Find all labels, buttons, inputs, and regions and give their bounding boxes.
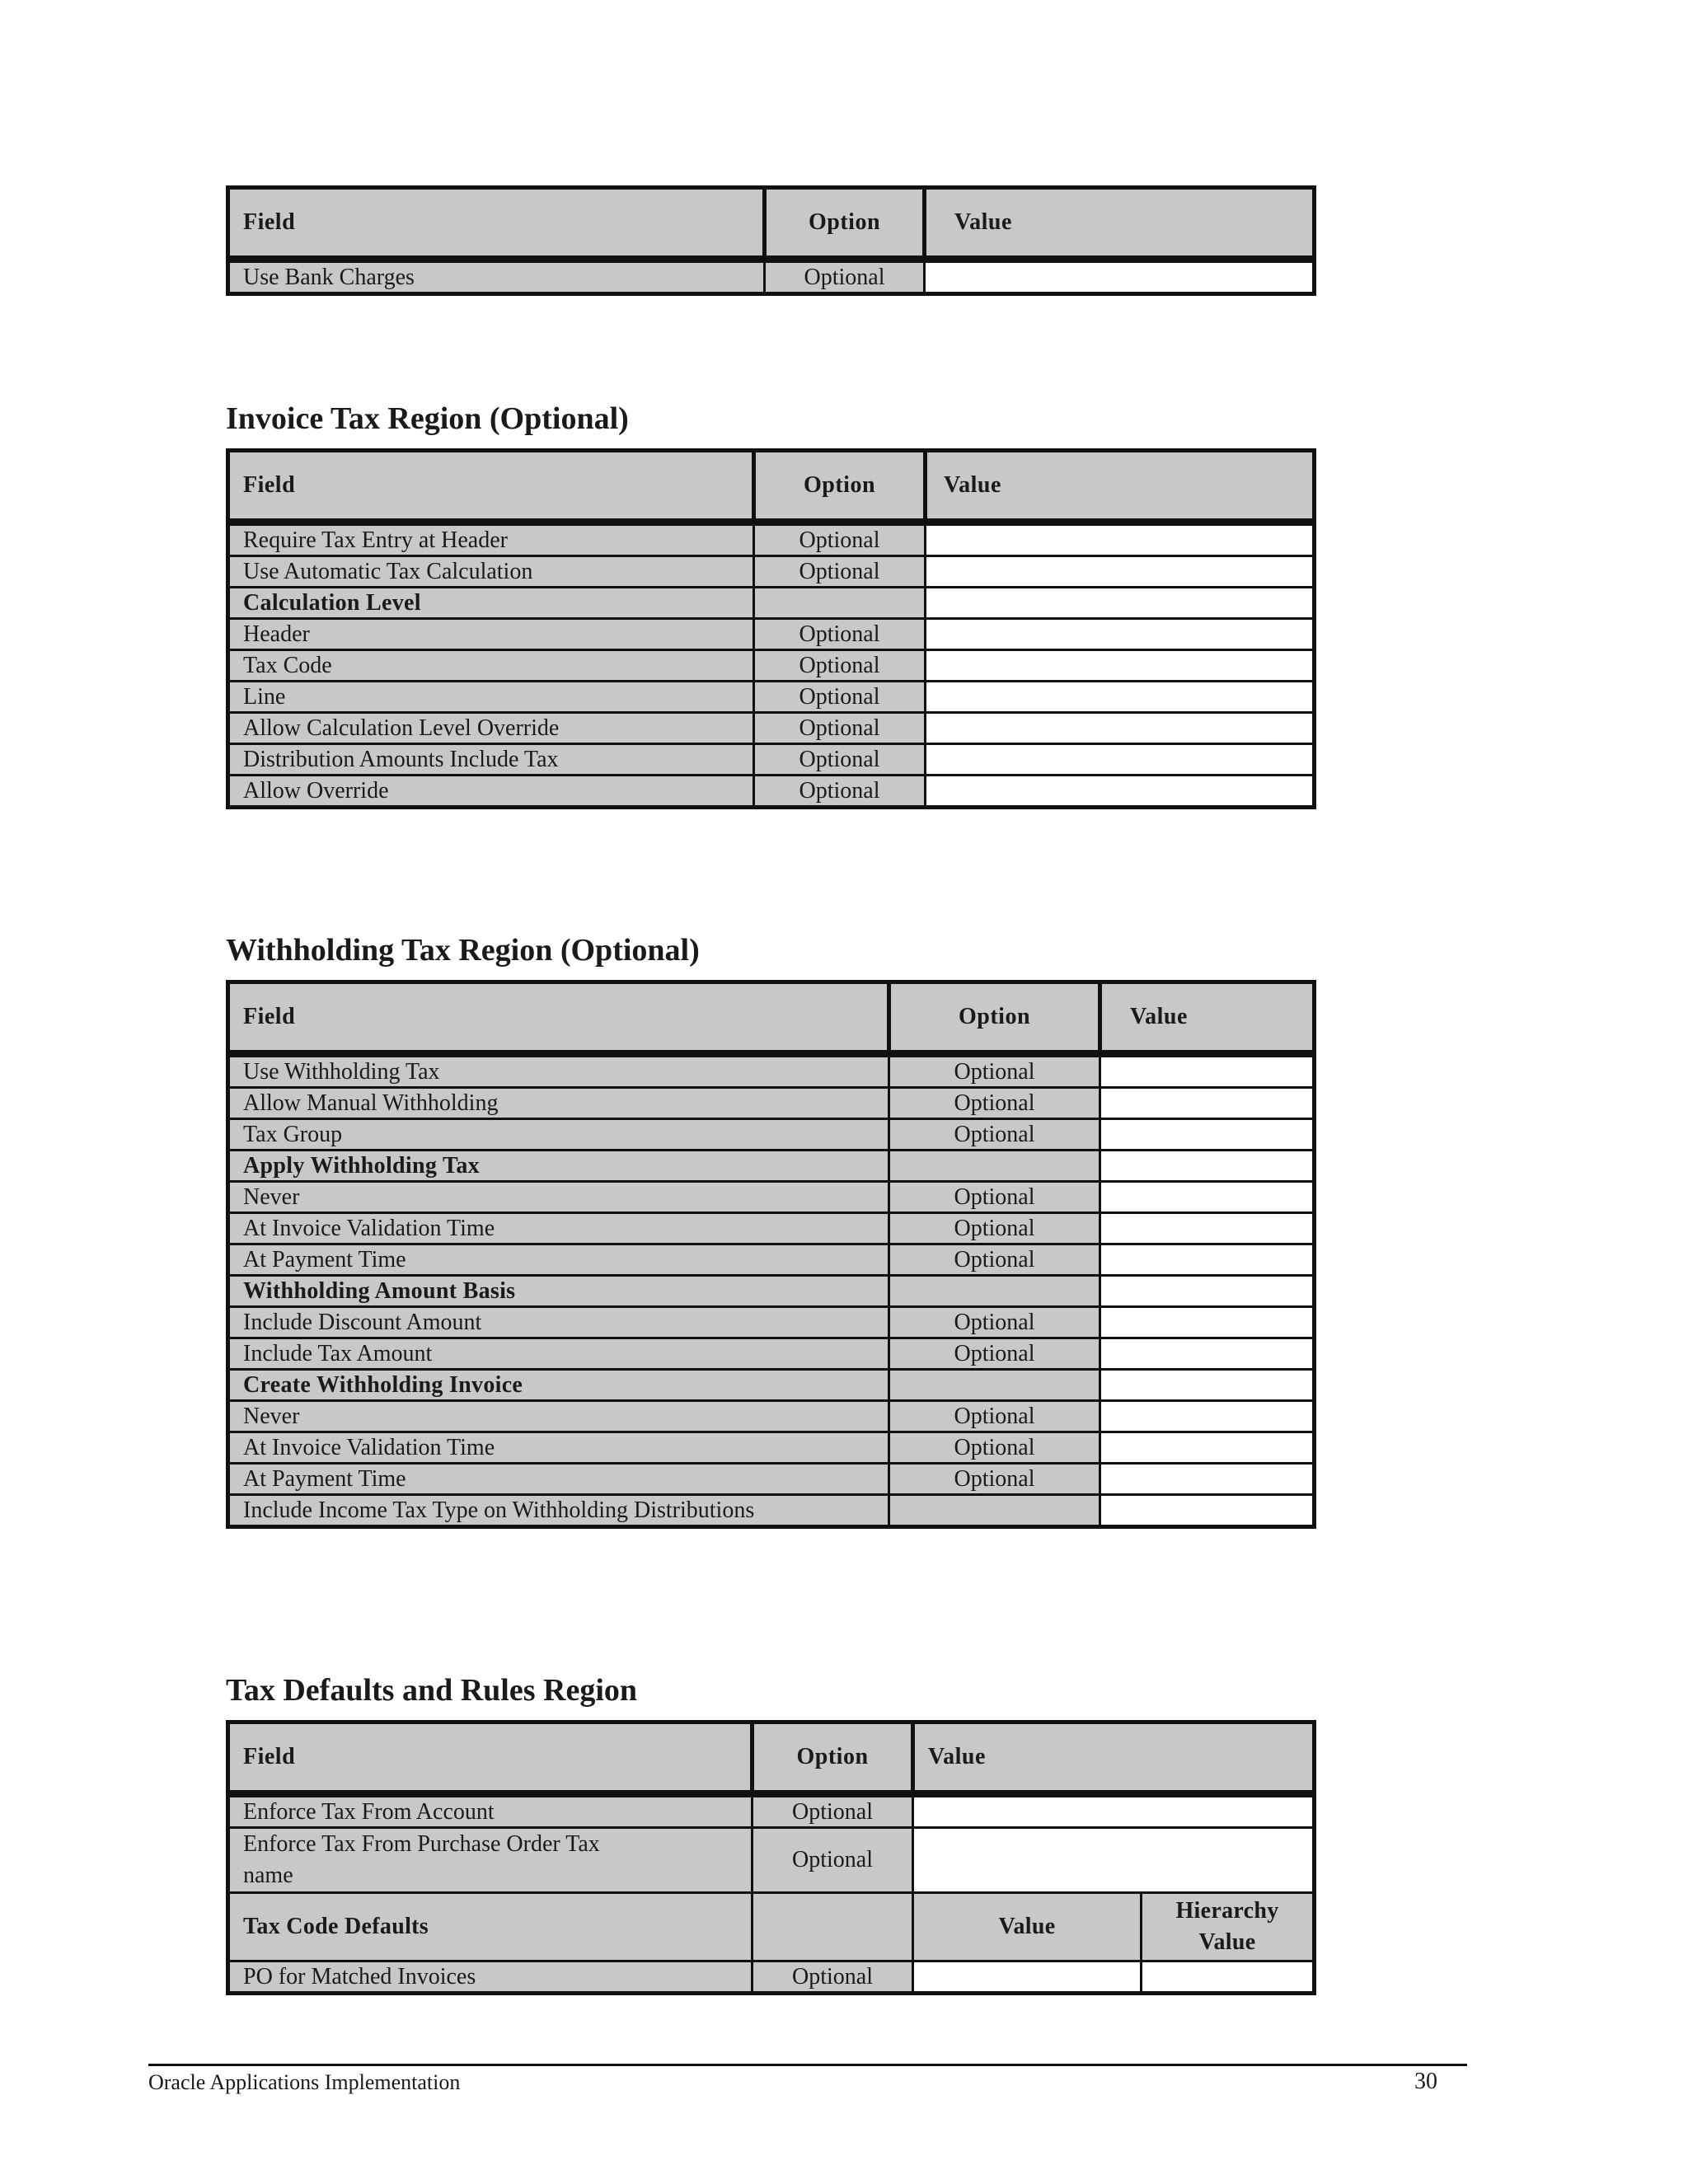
- group-row: [228, 1276, 1315, 1307]
- section-title-withholding-tax: Withholding Tax Region (Optional): [226, 933, 700, 968]
- subheader-row: [228, 1893, 1315, 1961]
- value-cell[interactable]: [1100, 1054, 1315, 1088]
- table-row: [228, 1464, 1315, 1495]
- table-row: [228, 1182, 1315, 1213]
- field-header: Field: [228, 188, 765, 260]
- option-cell: Optional: [754, 713, 926, 744]
- group-label: Withholding Amount Basis: [228, 1276, 889, 1307]
- group-label: Create Withholding Invoice: [228, 1370, 889, 1401]
- field-cell: Enforce Tax From Account: [228, 1794, 753, 1828]
- field-cell: PO for Matched Invoices: [228, 1961, 753, 1994]
- option-header: Option: [754, 451, 926, 523]
- table-row: [228, 1119, 1315, 1151]
- value-cell[interactable]: [926, 523, 1315, 556]
- value-cell[interactable]: [926, 776, 1315, 808]
- invoice-tax-table: [226, 448, 1316, 809]
- value-header: Value: [926, 451, 1315, 523]
- group-label: Calculation Level: [228, 588, 754, 619]
- option-cell: [889, 1151, 1100, 1182]
- value-cell[interactable]: [926, 556, 1315, 588]
- field-cell: Include Discount Amount: [228, 1307, 889, 1338]
- value-cell[interactable]: [925, 260, 1315, 294]
- field-cell: Use Withholding Tax: [228, 1054, 889, 1088]
- option-cell: [889, 1370, 1100, 1401]
- value-cell[interactable]: [1100, 1432, 1315, 1464]
- table-row: [228, 682, 1315, 713]
- value-cell[interactable]: [1100, 1119, 1315, 1151]
- table-row: [228, 523, 1315, 556]
- field-cell: Never: [228, 1182, 889, 1213]
- table-row: [228, 1244, 1315, 1276]
- option-cell: [754, 588, 926, 619]
- table-header-row: [228, 188, 1315, 260]
- field-cell: Enforce Tax From Purchase Order Tax name: [228, 1828, 753, 1893]
- group-row: [228, 588, 1315, 619]
- table-row: [228, 619, 1315, 650]
- option-cell: Optional: [753, 1828, 913, 1893]
- field-cell: Never: [228, 1401, 889, 1432]
- option-cell: Optional: [754, 650, 926, 682]
- table-row: [228, 744, 1315, 776]
- subheader-option-cell: [753, 1893, 913, 1961]
- field-cell: Allow Manual Withholding: [228, 1088, 889, 1119]
- field-cell: Distribution Amounts Include Tax: [228, 744, 754, 776]
- subheader-value: Value: [913, 1893, 1142, 1961]
- field-cell: Include Income Tax Type on Withholding Distributions: [228, 1495, 889, 1527]
- section-title-tax-defaults: Tax Defaults and Rules Region: [226, 1673, 638, 1708]
- footer-title: Oracle Applications Implementation: [148, 2070, 461, 2094]
- table-row: [228, 1088, 1315, 1119]
- option-cell: Optional: [754, 523, 926, 556]
- table-row: [228, 1401, 1315, 1432]
- value-cell[interactable]: [1100, 1495, 1315, 1527]
- option-cell: Optional: [889, 1244, 1100, 1276]
- option-cell: Optional: [889, 1307, 1100, 1338]
- value-cell[interactable]: [1100, 1370, 1315, 1401]
- field-cell: Require Tax Entry at Header: [228, 523, 754, 556]
- value-cell[interactable]: [926, 713, 1315, 744]
- option-cell: Optional: [754, 776, 926, 808]
- table-header-row: [228, 982, 1315, 1054]
- field-cell: At Invoice Validation Time: [228, 1213, 889, 1244]
- option-cell: Optional: [765, 260, 925, 294]
- option-cell: Optional: [889, 1182, 1100, 1213]
- option-cell: Optional: [889, 1054, 1100, 1088]
- option-cell: [889, 1495, 1100, 1527]
- value-cell[interactable]: [1100, 1307, 1315, 1338]
- value-cell[interactable]: [913, 1794, 1315, 1828]
- field-cell: Include Tax Amount: [228, 1338, 889, 1370]
- option-cell: Optional: [889, 1119, 1100, 1151]
- field-cell: Header: [228, 619, 754, 650]
- option-cell: Optional: [889, 1432, 1100, 1464]
- field-cell: At Payment Time: [228, 1244, 889, 1276]
- table-row: [228, 1828, 1315, 1893]
- subheader-hierarchy-value: Hierarchy Value: [1142, 1893, 1315, 1961]
- hierarchy-value-cell[interactable]: [1142, 1961, 1315, 1994]
- table-row: [228, 776, 1315, 808]
- value-cell[interactable]: [926, 744, 1315, 776]
- option-header: Option: [765, 188, 925, 260]
- option-cell: Optional: [753, 1961, 913, 1994]
- bank-charges-table: [226, 185, 1316, 296]
- option-cell: Optional: [889, 1088, 1100, 1119]
- field-header: Field: [228, 1722, 753, 1794]
- option-header: Option: [889, 982, 1100, 1054]
- table-row: [228, 1432, 1315, 1464]
- field-cell: Tax Group: [228, 1119, 889, 1151]
- value-cell[interactable]: [1100, 1338, 1315, 1370]
- group-label: Apply Withholding Tax: [228, 1151, 889, 1182]
- value-cell[interactable]: [1100, 1276, 1315, 1307]
- field-cell: Use Bank Charges: [228, 260, 765, 294]
- table-header-row: [228, 1722, 1315, 1794]
- field-cell: Line: [228, 682, 754, 713]
- value-header: Value: [925, 188, 1315, 260]
- option-cell: Optional: [889, 1464, 1100, 1495]
- option-cell: Optional: [754, 682, 926, 713]
- field-cell: Allow Calculation Level Override: [228, 713, 754, 744]
- table-row: [228, 556, 1315, 588]
- field-cell: Tax Code: [228, 650, 754, 682]
- table-row: [228, 1213, 1315, 1244]
- table-row: [228, 650, 1315, 682]
- value-cell[interactable]: [1100, 1088, 1315, 1119]
- value-cell[interactable]: [1100, 1213, 1315, 1244]
- value-cell[interactable]: [926, 588, 1315, 619]
- value-cell[interactable]: [926, 650, 1315, 682]
- field-cell: At Payment Time: [228, 1464, 889, 1495]
- value-cell[interactable]: [913, 1828, 1315, 1893]
- option-cell: Optional: [753, 1794, 913, 1828]
- table-header-row: [228, 451, 1315, 523]
- field-cell: Allow Override: [228, 776, 754, 808]
- value-header: Value: [913, 1722, 1315, 1794]
- table-row: [228, 1307, 1315, 1338]
- option-cell: Optional: [754, 619, 926, 650]
- value-cell[interactable]: [926, 619, 1315, 650]
- field-header: Field: [228, 982, 889, 1054]
- value-cell[interactable]: [1100, 1244, 1315, 1276]
- option-cell: Optional: [754, 744, 926, 776]
- value-cell[interactable]: [1100, 1151, 1315, 1182]
- withholding-tax-table: [226, 980, 1316, 1529]
- page-number: 30: [1414, 2069, 1437, 2094]
- table-row: [228, 1054, 1315, 1088]
- option-cell: Optional: [889, 1213, 1100, 1244]
- field-header: Field: [228, 451, 754, 523]
- table-row: [228, 1961, 1315, 1994]
- table-row: [228, 260, 1315, 294]
- table-row: [228, 713, 1315, 744]
- footer-divider: [148, 2064, 1467, 2066]
- group-row: [228, 1370, 1315, 1401]
- value-header: Value: [1100, 982, 1315, 1054]
- value-cell[interactable]: [913, 1961, 1142, 1994]
- option-cell: Optional: [754, 556, 926, 588]
- table-row: [228, 1338, 1315, 1370]
- tax-defaults-table: [226, 1720, 1316, 1995]
- option-cell: [889, 1276, 1100, 1307]
- table-row: [228, 1794, 1315, 1828]
- value-cell[interactable]: [1100, 1464, 1315, 1495]
- value-cell[interactable]: [926, 682, 1315, 713]
- option-cell: Optional: [889, 1401, 1100, 1432]
- value-cell[interactable]: [1100, 1401, 1315, 1432]
- field-cell: At Invoice Validation Time: [228, 1432, 889, 1464]
- group-row: [228, 1151, 1315, 1182]
- option-header: Option: [753, 1722, 913, 1794]
- table-row: [228, 1495, 1315, 1527]
- option-cell: Optional: [889, 1338, 1100, 1370]
- value-cell[interactable]: [1100, 1182, 1315, 1213]
- field-cell: Use Automatic Tax Calculation: [228, 556, 754, 588]
- subheader-tax-code-defaults: Tax Code Defaults: [228, 1893, 753, 1961]
- section-title-invoice-tax: Invoice Tax Region (Optional): [226, 401, 629, 436]
